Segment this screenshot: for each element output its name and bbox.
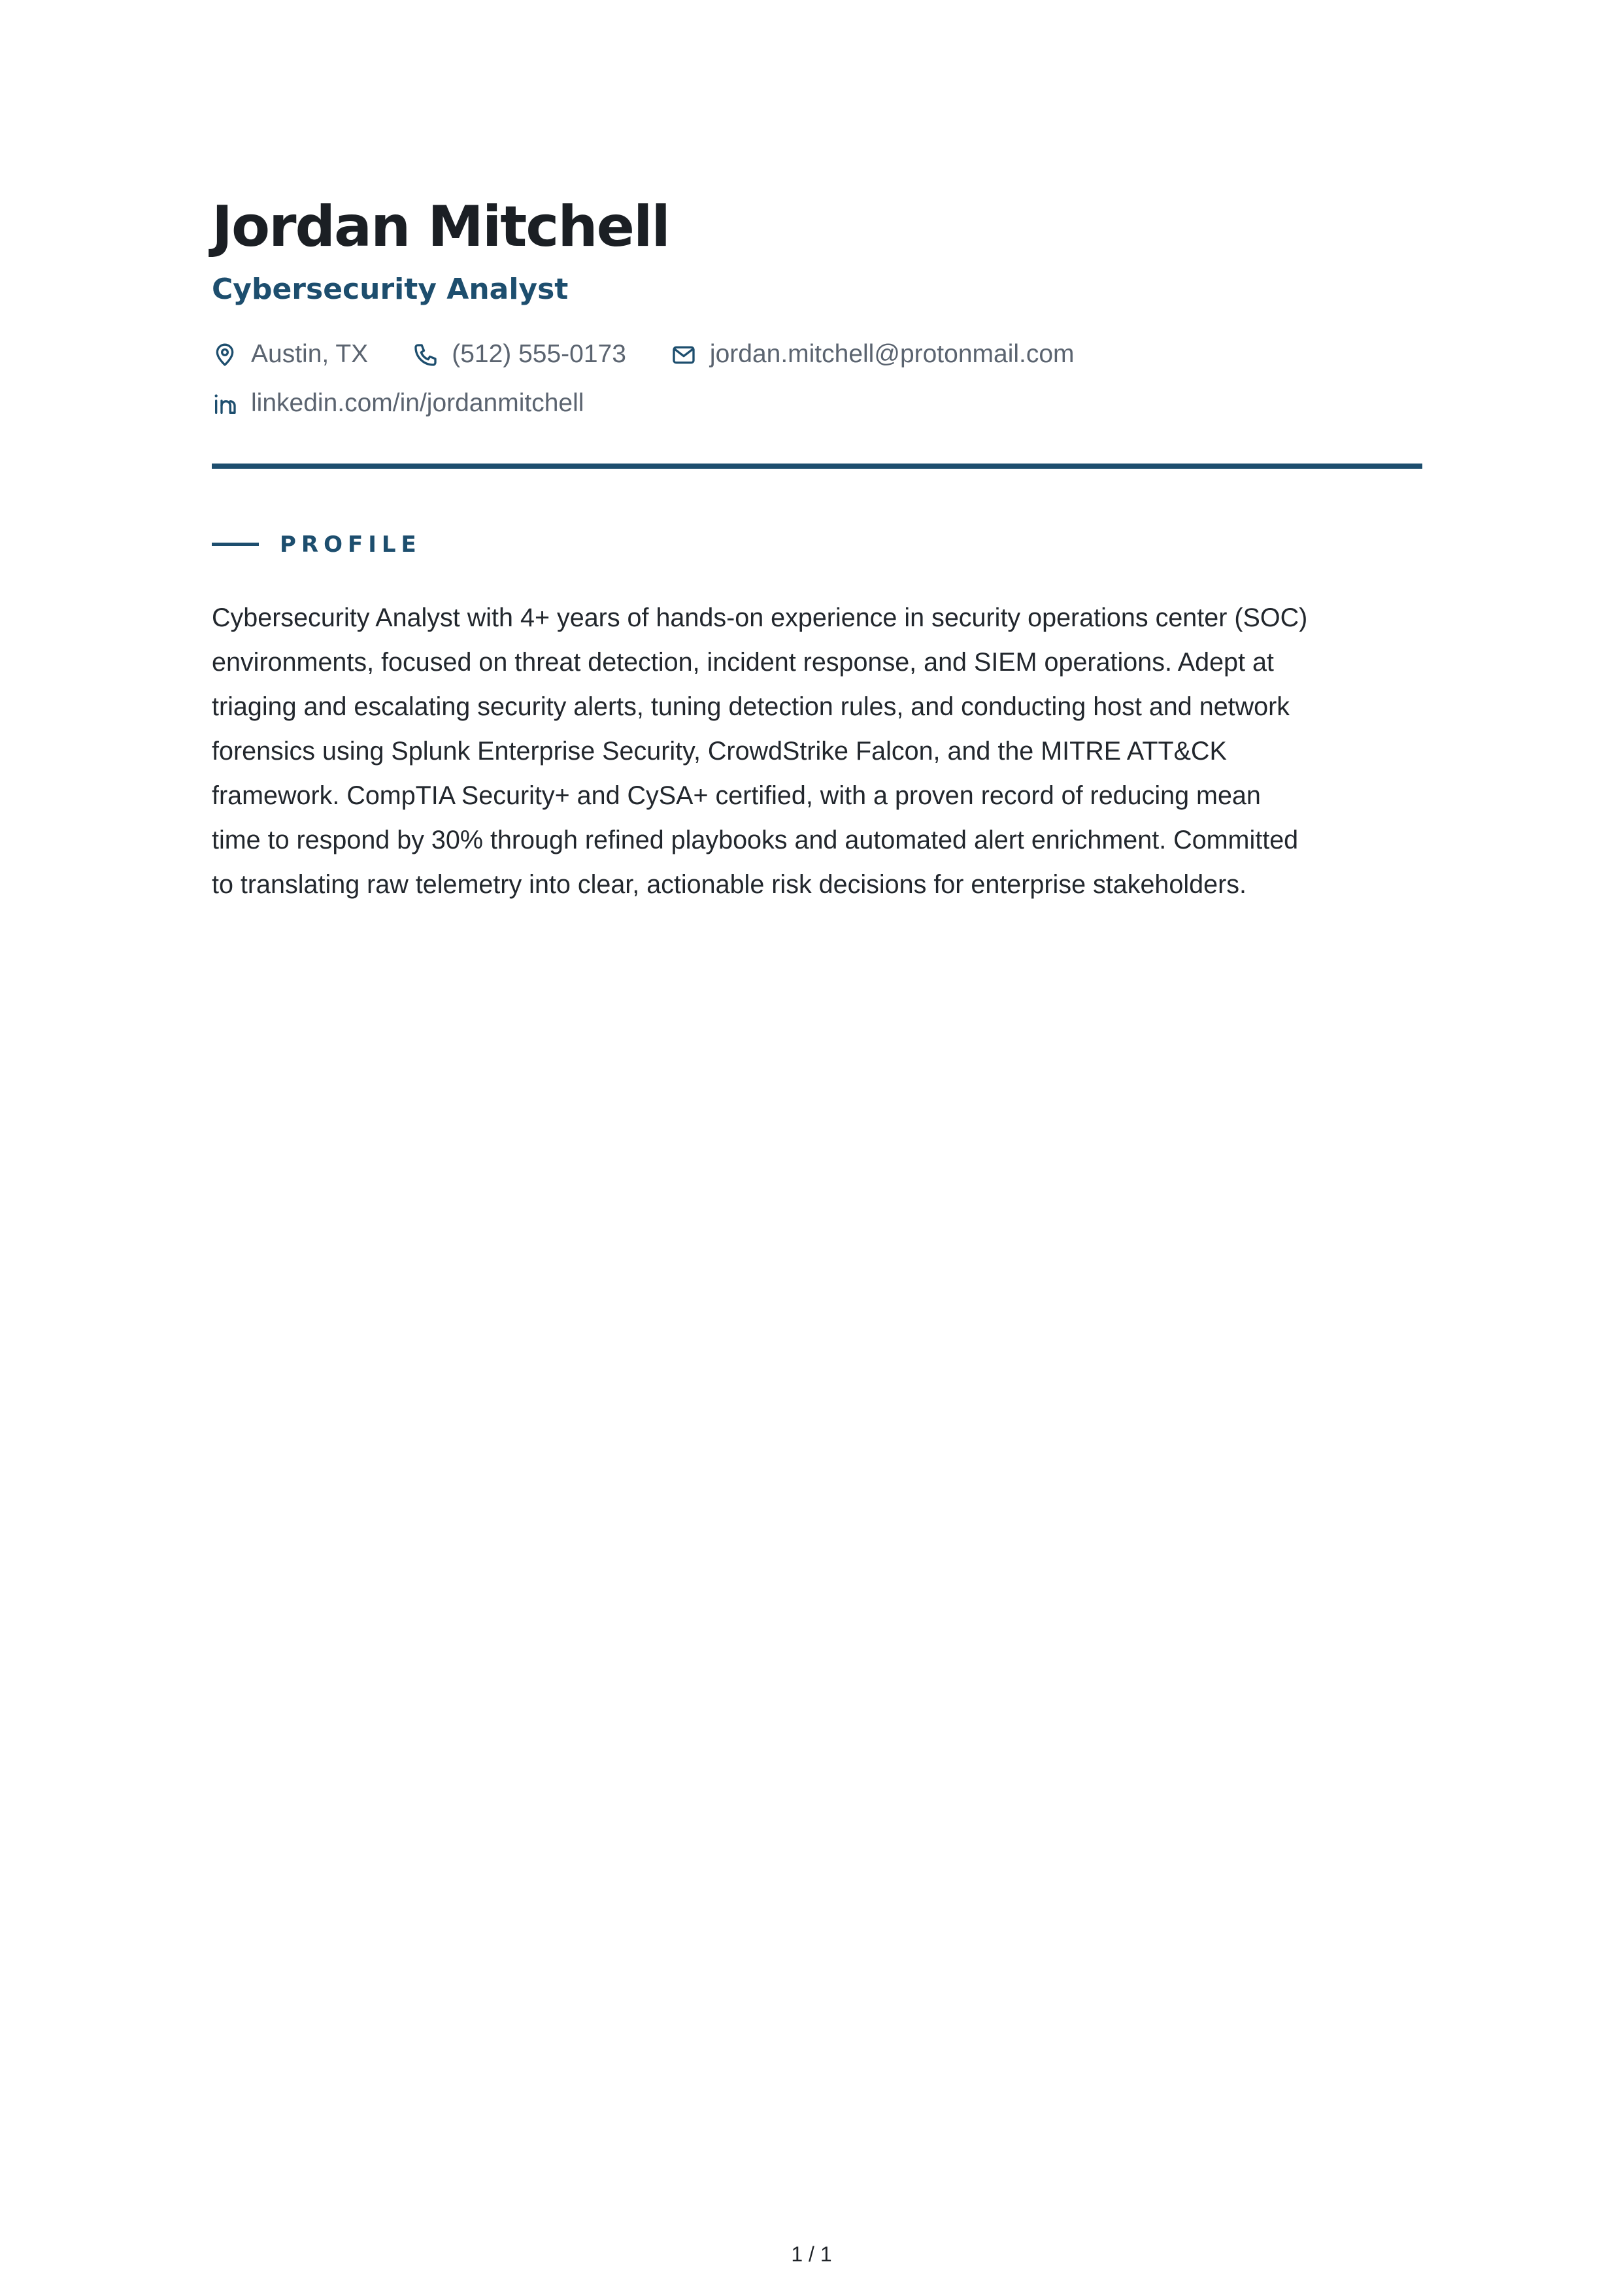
job-title: Cybersecurity Analyst (212, 272, 569, 306)
header-divider (212, 464, 1422, 469)
contact-location (212, 339, 368, 370)
page-number: 1 / 1 (791, 2242, 832, 2266)
contact-row-secondary (212, 388, 1422, 419)
linkedin-text[interactable]: linkedin.com/in/jordanmitchell (251, 389, 584, 418)
contact-email[interactable] (671, 339, 1075, 370)
resume-content (212, 196, 1422, 932)
linkedin-icon (212, 391, 238, 417)
location-text: Austin, TX (251, 340, 369, 369)
email-text[interactable]: jordan.mitchell@protonmail.com (709, 340, 1075, 369)
contact-row-primary (212, 339, 1422, 370)
profile-section-heading (212, 532, 1422, 558)
candidate-name: Jordan Mitchell (212, 194, 669, 260)
contact-phone (412, 339, 626, 370)
section-heading-rule (212, 543, 259, 546)
contact-linkedin[interactable] (212, 388, 584, 419)
mail-icon (671, 342, 697, 368)
phone-text: (512) 555-0173 (452, 340, 626, 369)
profile-heading-label: PROFILE (280, 531, 422, 558)
phone-icon (412, 342, 439, 368)
profile-summary: Cybersecurity Analyst with 4+ years of hands-on experience in security operations center (SOC) environments, focused on threat detection, incident response, and SIEM operations. Adept at triaging and escalating security alerts, tuning detection rules, and conducting host and network forensics using Splunk Enterprise Security, CrowdStrike Falcon, and the MITRE ATT&CK framework. CompTIA Security+ and CySA+ certified, with a proven record of reducing mean time to respond by 30% through refined playbooks and automated alert enrichment. Committed to translating raw telemetry into clear, actionable risk decisions for enterprise stakeholders. (212, 603, 1308, 899)
map-pin-icon (212, 342, 238, 368)
